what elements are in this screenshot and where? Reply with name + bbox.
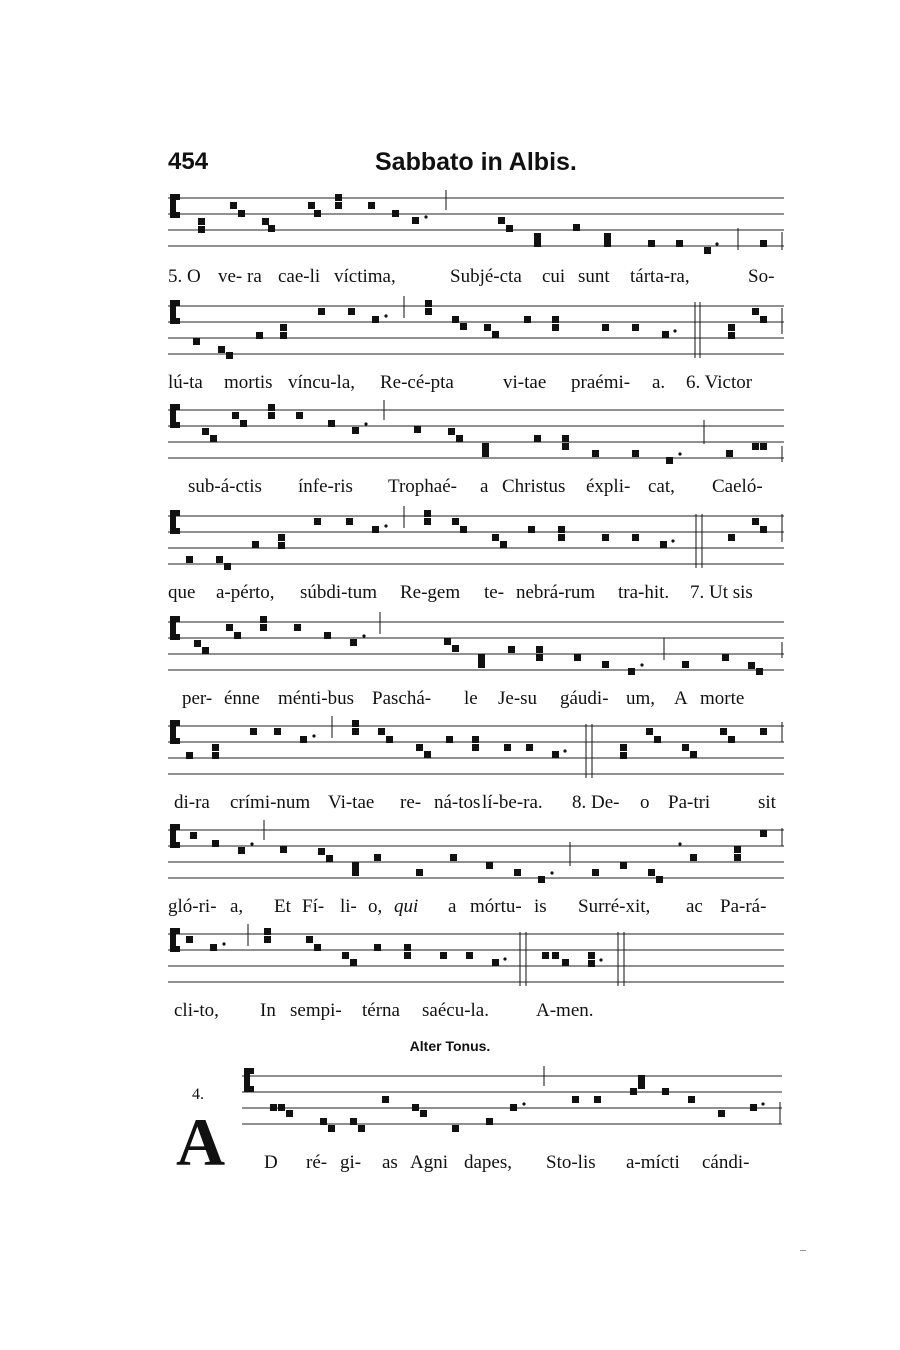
lyric-syllable: Paschá- bbox=[372, 688, 432, 709]
lyric-syllable: Et bbox=[274, 896, 291, 917]
lyric-syllable: tra-hit. bbox=[618, 582, 670, 603]
chant-staff bbox=[168, 714, 784, 784]
lyric-syllable: di-ra bbox=[174, 792, 210, 813]
lyric-syllable: gáudi- bbox=[560, 688, 609, 709]
lyric-syllable: o, bbox=[368, 896, 383, 917]
page-header bbox=[168, 148, 780, 188]
lyric-syllable: Subjé-cta bbox=[450, 266, 522, 287]
lyric-syllable: um, bbox=[626, 688, 656, 709]
lyric-syllable: Agni bbox=[410, 1152, 448, 1173]
lyric-syllable: praémi- bbox=[571, 372, 631, 393]
lyric-syllable: crími-num bbox=[230, 792, 311, 813]
lyric-syllable: 7. Ut sis bbox=[690, 582, 753, 603]
page-mark bbox=[800, 1250, 806, 1251]
lyric-syllable: Christus bbox=[502, 476, 566, 497]
lyric-syllable: súbdi-tum bbox=[300, 582, 378, 603]
lyric-syllable: A-men. bbox=[536, 1000, 594, 1021]
lyric-syllable: víctima, bbox=[334, 266, 396, 287]
lyric-syllable: morte bbox=[700, 688, 745, 709]
lyric-syllable: Re-cé-pta bbox=[380, 372, 454, 393]
lyric-syllable: per- bbox=[182, 688, 213, 709]
chant-staff bbox=[168, 818, 784, 888]
lyric-syllable: cui bbox=[542, 266, 566, 287]
lyric-syllable: So- bbox=[748, 266, 775, 287]
lyric-syllable: 6. Victor bbox=[686, 372, 753, 393]
lyric-syllable: Vi-tae bbox=[328, 792, 375, 813]
lyric-syllable: Trophaé- bbox=[388, 476, 457, 497]
lyric-syllable: a, bbox=[230, 896, 244, 917]
lyric-syllable: as bbox=[382, 1152, 398, 1173]
lyric-syllable: saécu-la. bbox=[422, 1000, 489, 1021]
lyric-syllable: te- bbox=[484, 582, 505, 603]
lyric-syllable: Re-gem bbox=[400, 582, 461, 603]
lyric-syllable: víncu-la, bbox=[288, 372, 356, 393]
lyric-syllable: 5. O bbox=[168, 266, 201, 287]
lyric-syllable: énne bbox=[224, 688, 260, 709]
chant-system-8 bbox=[168, 922, 784, 1032]
chant-staff bbox=[168, 504, 784, 574]
lyric-syllable: gló-ri- bbox=[168, 896, 217, 917]
lyric-syllable: cat, bbox=[648, 476, 675, 497]
lyric-syllable: lú-ta bbox=[168, 372, 203, 393]
lyric-syllable: cándi- bbox=[702, 1152, 750, 1173]
lyric-syllable: Je-su bbox=[498, 688, 538, 709]
lyric-syllable: a-mícti bbox=[626, 1152, 680, 1173]
chant-staff bbox=[168, 294, 784, 364]
lyric-syllable: Pa-rá- bbox=[720, 896, 767, 917]
lyric-syllable: sub-á-ctis bbox=[188, 476, 262, 497]
lyric-syllable: tárta-ra, bbox=[630, 266, 690, 287]
chant-system-6 bbox=[168, 714, 784, 824]
lyric-syllable: Surré-xit, bbox=[578, 896, 651, 917]
lyric-syllable: éxpli- bbox=[586, 476, 631, 497]
lyric-syllable: gi- bbox=[340, 1152, 362, 1173]
lyric-syllable: Caeló- bbox=[712, 476, 763, 497]
lyric-syllable: Pa-tri bbox=[668, 792, 711, 813]
lyric-syllable: sit bbox=[758, 792, 776, 813]
lyric-syllable: ménti-bus bbox=[278, 688, 354, 709]
lyric-syllable: a. bbox=[652, 372, 666, 393]
lyric-syllable: mórtu- bbox=[470, 896, 522, 917]
lyric-syllable: lí-be-ra. bbox=[482, 792, 543, 813]
drop-capital: A bbox=[176, 1104, 226, 1180]
lyric-syllable: vi-tae bbox=[503, 372, 547, 393]
lyric-syllable: qui bbox=[394, 896, 419, 917]
lyric-syllable: sunt bbox=[578, 266, 610, 287]
page-title: Sabbato in Albis. bbox=[375, 148, 577, 176]
lyric-syllable: 8. De- bbox=[572, 792, 620, 813]
lyric-syllable: is bbox=[534, 896, 547, 917]
alter-tonus-heading: Alter Tonus. bbox=[409, 1038, 491, 1054]
lyric-syllable: ná-tos bbox=[434, 792, 481, 813]
lyric-syllable: térna bbox=[362, 1000, 400, 1021]
lyric-syllable: ré- bbox=[306, 1152, 328, 1173]
lyric-syllable: A bbox=[674, 688, 688, 709]
lyric-syllable: Sto-lis bbox=[546, 1152, 596, 1173]
lyric-syllable: sempi- bbox=[290, 1000, 342, 1021]
lyric-syllable: a-pérto, bbox=[216, 582, 275, 603]
lyric-syllable: re- bbox=[400, 792, 422, 813]
lyric-syllable: ínfe-ris bbox=[298, 476, 353, 497]
lyric-syllable: o bbox=[640, 792, 650, 813]
lyric-syllable: a bbox=[480, 476, 489, 497]
lyric-syllable: nebrá-rum bbox=[516, 582, 596, 603]
mode-number: 4. bbox=[192, 1086, 204, 1103]
chant-system-4 bbox=[168, 504, 784, 614]
lyric-syllable: li- bbox=[340, 896, 357, 917]
lyric-syllable: cli-to, bbox=[174, 1000, 219, 1021]
lyric-syllable: D bbox=[264, 1152, 278, 1173]
chant-system-3 bbox=[168, 398, 784, 508]
chant-staff bbox=[168, 188, 784, 258]
chant-staff bbox=[168, 922, 784, 992]
lyric-syllable: mortis bbox=[224, 372, 273, 393]
chant-staff bbox=[168, 398, 784, 468]
lyric-syllable: ac bbox=[686, 896, 703, 917]
chant-system-5 bbox=[168, 610, 784, 720]
lyric-syllable: Fí- bbox=[302, 896, 325, 917]
lyric-syllable: le bbox=[464, 688, 478, 709]
lyric-syllable: que bbox=[168, 582, 196, 603]
chant-staff bbox=[168, 610, 784, 680]
lyric-syllable: dapes, bbox=[464, 1152, 513, 1173]
page-number: 454 bbox=[168, 148, 209, 175]
chant-staff bbox=[242, 1062, 782, 1142]
chant-system-1 bbox=[168, 188, 784, 298]
lyric-syllable: In bbox=[260, 1000, 276, 1021]
lyric-syllable: cae-li bbox=[278, 266, 321, 287]
chant-system-7 bbox=[168, 818, 784, 928]
lyric-syllable: a bbox=[448, 896, 457, 917]
chant-system-2 bbox=[168, 294, 784, 404]
lyric-syllable: ve- ra bbox=[218, 266, 262, 287]
